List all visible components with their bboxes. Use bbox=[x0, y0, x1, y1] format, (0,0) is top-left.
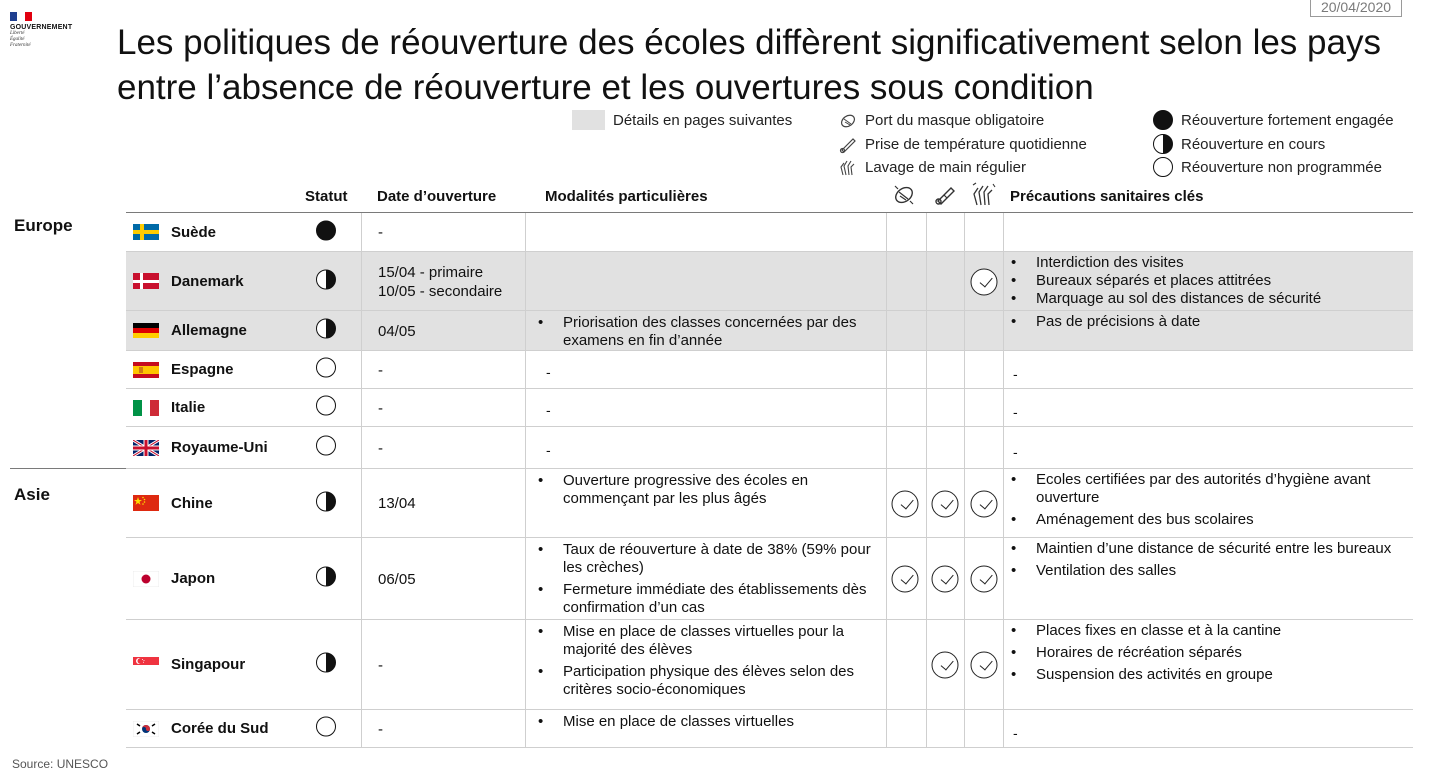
precaution-item: • Ecoles certifiées par des autorités d’hygiène avant ouverture bbox=[1007, 471, 1412, 507]
precautions-empty: - bbox=[1013, 404, 1018, 420]
column-divider bbox=[886, 469, 887, 537]
status-none-icon bbox=[316, 358, 336, 378]
precaution-item: • Maintien d’une distance de sécurité entre les bureaux bbox=[1007, 540, 1412, 558]
opening-date-line: - bbox=[378, 224, 383, 241]
opening-date bbox=[378, 322, 416, 341]
shade-swatch bbox=[572, 110, 605, 130]
column-divider bbox=[926, 620, 927, 709]
opening-date-line: 10/05 - secondaire bbox=[378, 282, 503, 300]
precaution-item: • Places fixes en classe et à la cantine bbox=[1007, 622, 1412, 640]
table-row bbox=[126, 538, 1413, 620]
table-row bbox=[126, 620, 1413, 710]
column-divider bbox=[525, 538, 526, 619]
column-precautions: Précautions sanitaires clés bbox=[1010, 188, 1204, 205]
modalities-empty: - bbox=[546, 402, 551, 418]
column-divider bbox=[926, 469, 927, 537]
modalities-list bbox=[534, 713, 884, 735]
legend-status-none bbox=[1153, 157, 1382, 177]
precautions-list bbox=[1007, 540, 1412, 584]
status-none-icon bbox=[316, 717, 336, 737]
column-divider bbox=[361, 469, 362, 537]
legend-handwash-label: Lavage de main régulier bbox=[865, 158, 1026, 176]
column-divider bbox=[964, 389, 965, 426]
flag-china-icon bbox=[133, 495, 159, 511]
temperature-check-icon bbox=[932, 652, 959, 679]
modalities-empty: - bbox=[546, 442, 551, 458]
handwash-icon bbox=[838, 157, 858, 177]
country-cell bbox=[133, 224, 216, 241]
column-divider bbox=[361, 427, 362, 468]
column-divider bbox=[964, 213, 965, 251]
flag-germany-icon bbox=[133, 323, 159, 339]
flag-spain-icon bbox=[133, 362, 159, 378]
status-half-icon bbox=[316, 319, 336, 339]
column-divider bbox=[886, 311, 887, 350]
opening-date bbox=[378, 494, 416, 513]
legend-status-half bbox=[1153, 134, 1325, 154]
modality-item: • Fermeture immédiate des établissements dès confirmation d’un cas bbox=[534, 581, 884, 617]
country-cell bbox=[133, 439, 268, 456]
modality-item: • Priorisation des classes concernées par des examens en fin d’année bbox=[534, 314, 884, 350]
modalities-list bbox=[534, 541, 884, 621]
column-divider bbox=[525, 427, 526, 468]
flag-italy-icon bbox=[133, 400, 159, 416]
table-row bbox=[126, 351, 1413, 389]
column-divider bbox=[1003, 620, 1004, 709]
flag-denmark-icon bbox=[133, 273, 159, 289]
status-half-icon bbox=[316, 567, 336, 587]
column-divider bbox=[926, 710, 927, 747]
opening-date-line: - bbox=[378, 439, 383, 457]
temperature-check-icon bbox=[932, 490, 959, 517]
opening-date bbox=[378, 720, 383, 739]
table-row bbox=[126, 389, 1413, 427]
mask-check-icon bbox=[892, 566, 919, 593]
table-row bbox=[126, 427, 1413, 469]
column-divider bbox=[886, 710, 887, 747]
country-cell bbox=[133, 720, 269, 737]
precautions-list bbox=[1007, 313, 1412, 335]
status-none-icon bbox=[1153, 157, 1173, 177]
modality-item: • Mise en place de classes virtuelles pour la majorité des élèves bbox=[534, 623, 884, 659]
section-asia: Asie bbox=[14, 485, 50, 504]
column-divider bbox=[926, 311, 927, 350]
table-row bbox=[126, 213, 1413, 252]
column-divider bbox=[886, 427, 887, 468]
status-full-icon bbox=[316, 220, 336, 240]
logo-motto-2: Égalité bbox=[10, 37, 25, 42]
modalities-list bbox=[534, 623, 884, 703]
table-row bbox=[126, 469, 1413, 538]
legend-handwash bbox=[838, 157, 1026, 177]
column-divider bbox=[926, 213, 927, 251]
french-flag-icon bbox=[10, 12, 32, 21]
precaution-item: • Horaires de récréation séparés bbox=[1007, 644, 1412, 662]
column-divider bbox=[361, 213, 362, 251]
logo-motto-3: Fraternité bbox=[10, 43, 31, 48]
legend-details-label: Détails en pages suivantes bbox=[613, 111, 793, 129]
legend-temperature-label: Prise de température quotidienne bbox=[865, 135, 1087, 153]
legend-mask-label: Port du masque obligatoire bbox=[865, 111, 1045, 129]
column-divider bbox=[886, 620, 887, 709]
mask-icon bbox=[838, 110, 858, 130]
status-none-icon bbox=[316, 436, 336, 456]
column-divider bbox=[1003, 213, 1004, 251]
column-divider bbox=[964, 538, 965, 619]
precaution-item: • Pas de précisions à date bbox=[1007, 313, 1412, 331]
column-divider bbox=[361, 538, 362, 619]
logo-word: GOUVERNEMENT bbox=[10, 24, 73, 31]
column-divider bbox=[525, 389, 526, 426]
date-label: 20/04/2020 bbox=[1310, 0, 1402, 17]
modalities-list bbox=[534, 472, 884, 512]
country-cell bbox=[133, 570, 215, 587]
handwash-check-icon bbox=[971, 268, 998, 295]
country-name: Danemark bbox=[171, 272, 244, 290]
column-divider bbox=[525, 311, 526, 350]
precaution-item: • Aménagement des bus scolaires bbox=[1007, 511, 1412, 529]
column-date: Date d’ouverture bbox=[377, 188, 497, 205]
table-row bbox=[126, 311, 1413, 351]
flag-south-korea-icon bbox=[133, 721, 159, 737]
precaution-item: • Interdiction des visites bbox=[1007, 254, 1412, 272]
modality-item: • Participation physique des élèves selon des critères socio-économiques bbox=[534, 663, 884, 699]
opening-date-line: 06/05 bbox=[378, 570, 416, 588]
column-divider bbox=[361, 710, 362, 747]
precautions-empty: - bbox=[1013, 725, 1018, 741]
logo-motto-1: Liberté bbox=[10, 31, 25, 36]
status-half-icon bbox=[316, 653, 336, 673]
legend-status-full bbox=[1153, 110, 1394, 130]
legend-details bbox=[572, 110, 792, 130]
country-cell bbox=[133, 399, 205, 416]
source-note: Source: UNESCO bbox=[12, 757, 109, 771]
opening-date-line: - bbox=[378, 399, 383, 417]
column-divider bbox=[926, 427, 927, 468]
opening-date-line: - bbox=[378, 656, 383, 674]
country-name: Royaume-Uni bbox=[171, 439, 268, 456]
country-cell bbox=[133, 656, 245, 673]
temperature-check-icon bbox=[932, 566, 959, 593]
handwash-check-icon bbox=[971, 566, 998, 593]
legend-status-none-label: Réouverture non programmée bbox=[1181, 158, 1382, 176]
handwash-check-icon bbox=[971, 652, 998, 679]
column-divider bbox=[525, 351, 526, 388]
country-cell bbox=[133, 322, 247, 339]
legend-temperature bbox=[838, 134, 1087, 154]
opening-date bbox=[378, 439, 383, 458]
country-cell bbox=[133, 495, 213, 512]
legend-status-full-label: Réouverture fortement engagée bbox=[1181, 111, 1394, 129]
column-divider bbox=[1003, 311, 1004, 350]
column-divider bbox=[1003, 389, 1004, 426]
column-divider bbox=[361, 389, 362, 426]
column-divider bbox=[525, 213, 526, 251]
column-divider bbox=[1003, 351, 1004, 388]
country-name: Italie bbox=[171, 399, 206, 416]
precautions-list bbox=[1007, 622, 1412, 688]
opening-date bbox=[378, 656, 383, 675]
status-none-icon bbox=[316, 396, 336, 416]
column-divider bbox=[886, 213, 887, 251]
country-name: Espagne bbox=[171, 361, 234, 378]
country-name: Japon bbox=[171, 570, 216, 587]
column-status: Statut bbox=[305, 188, 348, 205]
precaution-item: • Suspension des activités en groupe bbox=[1007, 666, 1412, 684]
column-divider bbox=[525, 469, 526, 537]
precautions-list bbox=[1007, 471, 1412, 533]
handwash-check-icon bbox=[971, 490, 998, 517]
column-divider bbox=[1003, 538, 1004, 619]
column-divider bbox=[964, 710, 965, 747]
column-divider bbox=[926, 538, 927, 619]
opening-date bbox=[378, 223, 383, 242]
column-divider bbox=[361, 311, 362, 350]
opening-date bbox=[378, 263, 502, 301]
precaution-item: • Bureaux séparés et places attitrées bbox=[1007, 272, 1412, 290]
column-divider bbox=[886, 351, 887, 388]
column-modalities: Modalités particulières bbox=[545, 188, 708, 205]
status-half-icon bbox=[316, 491, 336, 511]
column-divider bbox=[926, 252, 927, 310]
column-divider bbox=[1003, 710, 1004, 747]
mask-icon bbox=[891, 181, 917, 207]
column-divider bbox=[525, 710, 526, 747]
legend-status-half-label: Réouverture en cours bbox=[1181, 135, 1326, 153]
opening-date-line: 13/04 bbox=[378, 495, 416, 512]
modality-item: • Mise en place de classes virtuelles bbox=[534, 713, 884, 731]
column-divider bbox=[1003, 252, 1004, 310]
country-name: Allemagne bbox=[171, 322, 247, 339]
country-cell bbox=[133, 273, 244, 290]
column-divider bbox=[361, 252, 362, 310]
page-title: Les politiques de réouverture des écoles diffèrent significativement selon les pays entre l’absence de réouverture et les ouvertures sous condition bbox=[117, 23, 1381, 107]
opening-date-line: - bbox=[378, 720, 383, 738]
column-divider bbox=[964, 351, 965, 388]
column-divider bbox=[886, 252, 887, 310]
status-half-icon bbox=[316, 269, 336, 289]
column-divider bbox=[886, 389, 887, 426]
precautions-empty: - bbox=[1013, 366, 1018, 382]
status-full-icon bbox=[1153, 110, 1173, 130]
precaution-item: • Ventilation des salles bbox=[1007, 562, 1412, 580]
column-divider bbox=[361, 620, 362, 709]
flag-singapore-icon bbox=[133, 657, 159, 673]
flag-uk-icon bbox=[133, 440, 159, 456]
flag-japan-icon bbox=[133, 571, 159, 587]
country-name: Chine bbox=[171, 494, 213, 512]
status-half-icon bbox=[1153, 134, 1173, 154]
column-divider bbox=[926, 351, 927, 388]
modalities-empty: - bbox=[546, 364, 551, 380]
opening-date-line: 15/04 - primaire bbox=[378, 263, 484, 281]
legend-mask bbox=[838, 110, 1044, 130]
column-divider bbox=[964, 469, 965, 537]
country-name: Singapour bbox=[171, 656, 246, 673]
modality-item: • Taux de réouverture à date de 38% (59% pour les crèches) bbox=[534, 541, 884, 577]
opening-date bbox=[378, 399, 383, 418]
column-divider bbox=[525, 252, 526, 310]
section-europe: Europe bbox=[14, 216, 73, 235]
opening-date-line: - bbox=[378, 361, 383, 379]
precaution-item: • Marquage au sol des distances de sécurité bbox=[1007, 290, 1412, 308]
handwash-icon bbox=[971, 181, 997, 207]
opening-date bbox=[378, 361, 383, 380]
thermometer-icon bbox=[932, 181, 958, 207]
column-divider bbox=[525, 620, 526, 709]
column-divider bbox=[1003, 469, 1004, 537]
precautions-list bbox=[1007, 254, 1412, 308]
precautions-empty: - bbox=[1013, 444, 1018, 460]
modalities-list bbox=[534, 314, 884, 354]
column-divider bbox=[964, 427, 965, 468]
country-cell bbox=[133, 361, 234, 378]
column-divider bbox=[926, 389, 927, 426]
column-divider bbox=[886, 538, 887, 619]
column-divider bbox=[964, 311, 965, 350]
opening-date-line: 04/05 bbox=[378, 322, 416, 340]
table-row bbox=[126, 252, 1413, 311]
column-divider bbox=[964, 252, 965, 310]
column-divider bbox=[964, 620, 965, 709]
mask-check-icon bbox=[892, 490, 919, 517]
column-divider bbox=[1003, 427, 1004, 468]
country-name: Suède bbox=[171, 223, 217, 241]
government-logo bbox=[10, 12, 100, 49]
column-divider bbox=[361, 351, 362, 388]
country-name: Corée du Sud bbox=[171, 720, 269, 737]
thermometer-icon bbox=[838, 134, 858, 154]
opening-date bbox=[378, 570, 416, 589]
table-row bbox=[126, 710, 1413, 748]
flag-sweden-icon bbox=[133, 224, 159, 240]
modality-item: • Ouverture progressive des écoles en commençant par les plus âgés bbox=[534, 472, 884, 508]
